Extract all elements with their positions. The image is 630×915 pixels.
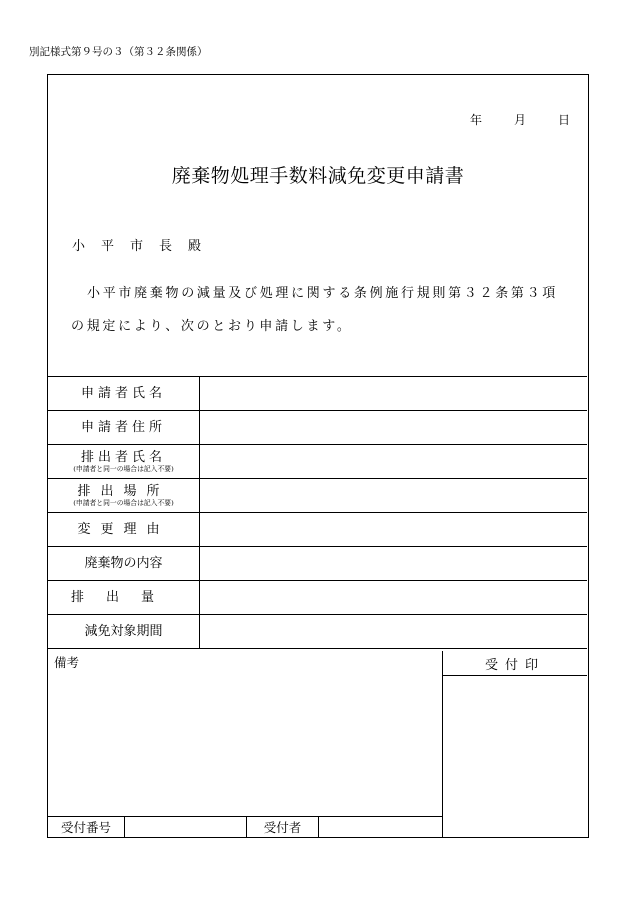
day-label: 日 — [557, 113, 570, 127]
document-title: 廃棄物処理手数料減免変更申請書 — [171, 165, 465, 187]
receipt-stamp-box — [443, 651, 587, 837]
field-row-waste-content — [48, 547, 587, 581]
date-line — [470, 111, 570, 128]
addressee: 小平市長殿 — [72, 239, 218, 254]
applicant-address-field[interactable] — [200, 411, 587, 444]
field-row-exemption-period — [48, 615, 587, 649]
field-label-text: 排出者氏名 — [80, 449, 166, 465]
field-row-change-reason — [48, 513, 587, 547]
field-label — [48, 377, 200, 410]
discharge-location-field[interactable] — [200, 479, 587, 512]
applicant-name-field[interactable] — [200, 377, 587, 410]
form-reference: 別記様式第９号の３（第３２条関係） — [29, 46, 208, 58]
field-row-discharge-amount — [48, 581, 587, 615]
field-label-text: 排出量 — [70, 590, 176, 605]
field-label — [48, 479, 200, 512]
field-label — [48, 513, 200, 546]
field-label-note: (申請者と同一の場合は記入不要) — [73, 498, 174, 507]
application-form — [47, 74, 589, 838]
body-text — [71, 277, 571, 343]
field-row-discharger-name — [48, 445, 587, 479]
field-label — [48, 581, 200, 614]
field-label-text: 変更理由 — [77, 522, 170, 537]
remarks-box[interactable] — [48, 651, 443, 837]
year-label: 年 — [469, 113, 482, 127]
field-row-applicant-address — [48, 411, 587, 445]
exemption-period-field[interactable] — [200, 615, 587, 648]
remarks-label: 備考 — [54, 655, 80, 670]
field-row-applicant-name — [48, 377, 587, 411]
field-label-text: 排出場所 — [77, 483, 170, 499]
field-label — [48, 547, 200, 580]
month-label: 月 — [513, 113, 526, 127]
field-label — [48, 615, 200, 648]
waste-content-field[interactable] — [200, 547, 587, 580]
form-fields — [48, 376, 587, 649]
receiver-label: 受付者 — [247, 817, 319, 837]
receipt-row — [48, 816, 442, 837]
discharger-name-field[interactable] — [200, 445, 587, 478]
receiver-field[interactable] — [319, 817, 442, 837]
field-label-text: 減免対象期間 — [84, 624, 163, 639]
field-label-text: 申請者氏名 — [80, 386, 166, 401]
discharge-amount-field[interactable] — [200, 581, 587, 614]
field-label — [48, 445, 200, 478]
field-label-text: 廃棄物の内容 — [84, 556, 163, 571]
receipt-number-field[interactable] — [125, 817, 247, 837]
change-reason-field[interactable] — [200, 513, 587, 546]
body-line-2: の規定により、次のとおり申請します。 — [71, 319, 353, 334]
receipt-stamp-label: 受付印 — [443, 651, 587, 676]
field-label-text: 申請者住所 — [80, 420, 166, 435]
field-label-note: (申請者と同一の場合は記入不要) — [73, 464, 174, 473]
body-line-1: 小平市廃棄物の減量及び処理に関する条例施行規則第３２条第３項 — [87, 286, 559, 301]
field-label — [48, 411, 200, 444]
field-row-discharge-location — [48, 479, 587, 513]
bottom-section — [48, 651, 587, 837]
receipt-number-label: 受付番号 — [48, 817, 125, 837]
